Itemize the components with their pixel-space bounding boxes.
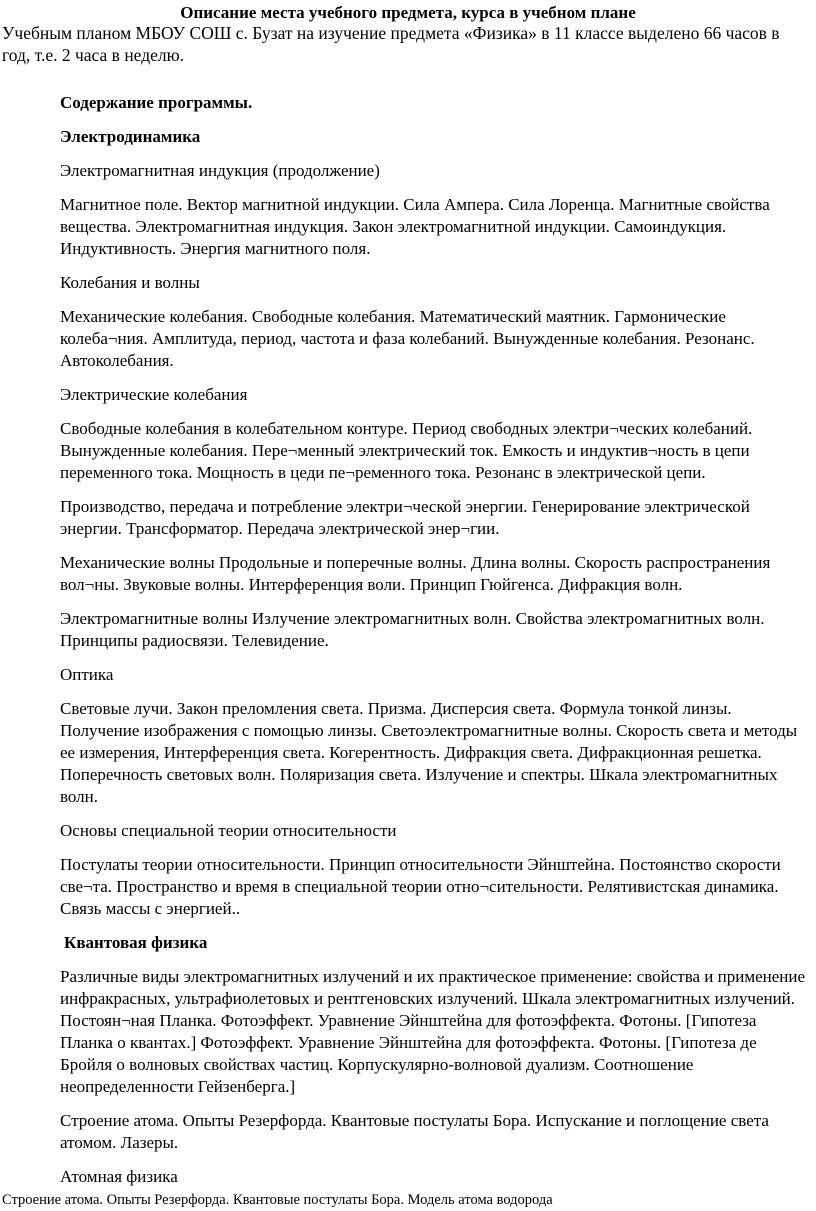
paragraph-atom-structure: Строение атома. Опыты Резерфорда. Квантовые постулаты Бора. Испускание и поглощение света атомом. Лазеры. bbox=[60, 1111, 769, 1152]
document-title: Описание места учебного предмета, курса в учебном плане bbox=[180, 3, 636, 22]
paragraph-mechanical-oscillations: Механические колебания. Свободные колебания. Математический маятник. Гармонические колеба¬ния. Амплитуда, период, частота и фаза колебаний. Вынужденные колебания. Резонанс. Автоколебания. bbox=[60, 307, 755, 370]
subheading-relativity: Основы специальной теории относительности bbox=[60, 821, 397, 840]
subheading-electromagnetic-induction: Электромагнитная индукция (продолжение) bbox=[60, 161, 380, 180]
paragraph-electromagnetic-waves: Электромагнитные волны Излучение электромагнитных волн. Свойства электромагнитных волн. Принципы радиосвязи. Телевидение. bbox=[60, 609, 765, 650]
paragraph-relativity-postulates: Постулаты теории относительности. Принцип относительности Эйнштейна. Постоянство скорости све¬та. Пространство и время в специальной теории отно¬сительности. Релятивистская динамика. Связь массы с энергией.. bbox=[60, 855, 781, 918]
paragraph-energy-production: Производство, передача и потребление электри¬ческой энергии. Генерирование электрической энергии. Трансформатор. Передача электрической энер¬гии. bbox=[60, 497, 750, 538]
paragraph-free-oscillations: Свободные колебания в колебательном контуре. Период свободных электри¬ческих колебаний. Вынужденные колебания. Пере¬менный электрический ток. Емкость и индуктив¬ность в цепи переменного тока. Мощность в цеди пе¬ременного тока. Резонанс в электрической цепи. bbox=[60, 419, 753, 482]
section-heading-electrodynamics: Электродинамика bbox=[60, 127, 201, 146]
program-content bbox=[60, 92, 812, 1200]
paragraph-light-rays: Световые лучи. Закон преломления света. Призма. Дисперсия света. Формула тонкой линзы. Получение изображения с помощью линзы. Светоэлектромагнитные волны. Скорость света и методы ее измерения, Интерференция света. Когерентность. Дифракция света. Дифракционная решетка. Поперечность световых волн. Поляризация света. Излучение и спектры. Шкала электромагнитных волн. bbox=[60, 699, 798, 806]
subheading-electric-oscillations: Электрические колебания bbox=[60, 385, 248, 404]
paragraph-magnetic-field: Магнитное поле. Вектор магнитной индукции. Сила Ампера. Сила Лоренца. Магнитные свойства вещества. Электромагнитная индукция. Закон электромагнитной индукции. Самоиндукция. Индуктивность. Энергия магнитного поля. bbox=[60, 195, 770, 258]
subheading-oscillations-waves: Колебания и волны bbox=[60, 273, 200, 292]
footer-text: Строение атома. Опыты Резерфорда. Квантовые постулаты Бора. Модель атома водорода bbox=[2, 1192, 553, 1208]
subheading-optics: Оптика bbox=[60, 665, 114, 684]
section-heading-program-content: Содержание программы. bbox=[60, 93, 253, 112]
section-heading-quantum-physics: Квантовая физика bbox=[64, 933, 208, 952]
subheading-atomic-physics: Атомная физика bbox=[60, 1167, 178, 1186]
intro-paragraph: Учебным планом МБОУ СОШ с. Бузат на изучение предмета «Физика» в 11 классе выделено 66 часов в год, т.е. 2 часа в неделю. bbox=[2, 23, 780, 65]
paragraph-radiation-types: Различные виды электромагнитных излучений и их практическое применение: свойства и применение инфракрасных, ультрафиолетовых и рентгеновских излучений. Шкала электромагнитных излучений. Постоян¬ная Планка. Фотоэффект. Уравнение Эйнштейна для фотоэффекта. Фотоны. [Гипотеза Планка о квантах.] Фотоэффект. Уравнение Эйнштейна для фотоэффекта. Фотоны. [Гипотеза де Бройля о волновых свойствах частиц. Корпускулярно-волновой дуализм. Соотношение неопределенности Гейзенберга.] bbox=[60, 967, 806, 1096]
paragraph-mechanical-waves: Механические волны Продольные и поперечные волны. Длина волны. Скорость распространения вол¬ны. Звуковые волны. Интерференция воли. Принцип Гюйгенса. Дифракция волн. bbox=[60, 553, 771, 594]
